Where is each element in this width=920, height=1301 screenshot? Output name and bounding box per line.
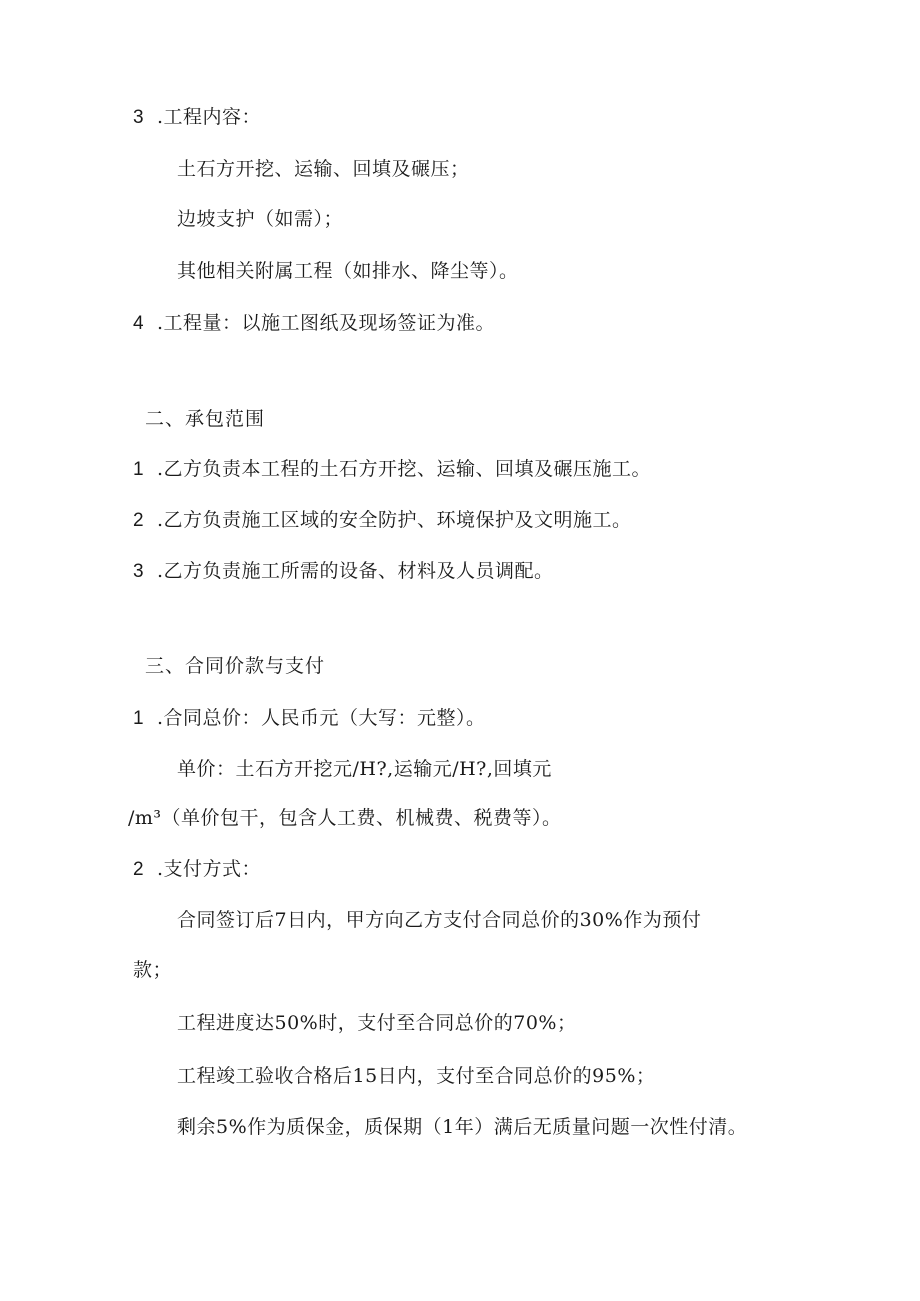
payment-advance-line-1: 合同签订后7日内，甲方向乙方支付合同总价的30%作为预付 xyxy=(177,909,702,931)
list-text: .工程内容： xyxy=(157,106,262,128)
payment-retention: 剩余5%作为质保金，质保期（1年）满后无质量问题一次性付清。 xyxy=(177,1116,748,1138)
list-text: .乙方负责施工区域的安全防护、环境保护及文明施工。 xyxy=(157,509,632,531)
list-item-scope-3 xyxy=(133,559,554,584)
list-number: 1 xyxy=(133,708,145,729)
work-content-slope-support: 边坡支护（如需）； xyxy=(177,208,344,230)
payment-advance-line-2: 款； xyxy=(133,959,173,981)
list-item-quantity xyxy=(133,311,495,336)
list-text: .合同总价：人民币元（大写：元整）。 xyxy=(157,707,486,729)
list-number: 3 xyxy=(133,107,145,128)
section-heading-scope: 二、承包范围 xyxy=(145,408,266,430)
list-item-payment-method xyxy=(133,857,261,882)
payment-completion: 工程竣工验收合格后15日内，支付至合同总价的95%； xyxy=(177,1065,656,1087)
list-item-work-content xyxy=(133,105,261,130)
list-item-total-price xyxy=(133,706,486,731)
list-number: 3 xyxy=(133,561,145,582)
list-number: 4 xyxy=(133,313,145,334)
list-text: .工程量：以施工图纸及现场签证为准。 xyxy=(157,312,496,334)
list-item-scope-2 xyxy=(133,508,632,533)
work-content-ancillary: 其他相关附属工程（如排水、降尘等）。 xyxy=(177,260,519,282)
work-content-earthwork: 土石方开挖、运输、回填及碾压； xyxy=(177,158,470,180)
section-heading-price-payment: 三、合同价款与支付 xyxy=(145,655,326,677)
list-number: 2 xyxy=(133,510,145,531)
list-text: .支付方式： xyxy=(157,858,262,880)
list-number: 1 xyxy=(133,459,145,480)
list-text: .乙方负责施工所需的设备、材料及人员调配。 xyxy=(157,560,554,582)
unit-price-line-2: /m³（单价包干，包含人工费、机械费、税费等）。 xyxy=(128,807,562,829)
list-text: .乙方负责本工程的土石方开挖、运输、回填及碾压施工。 xyxy=(157,458,652,480)
list-item-scope-1 xyxy=(133,457,651,482)
payment-progress: 工程进度达50%时，支付至合同总价的70%； xyxy=(177,1012,577,1034)
unit-price-line-1: 单价：土石方开挖元/H?,运输元/H?,回填元 xyxy=(177,758,552,780)
list-number: 2 xyxy=(133,859,145,880)
